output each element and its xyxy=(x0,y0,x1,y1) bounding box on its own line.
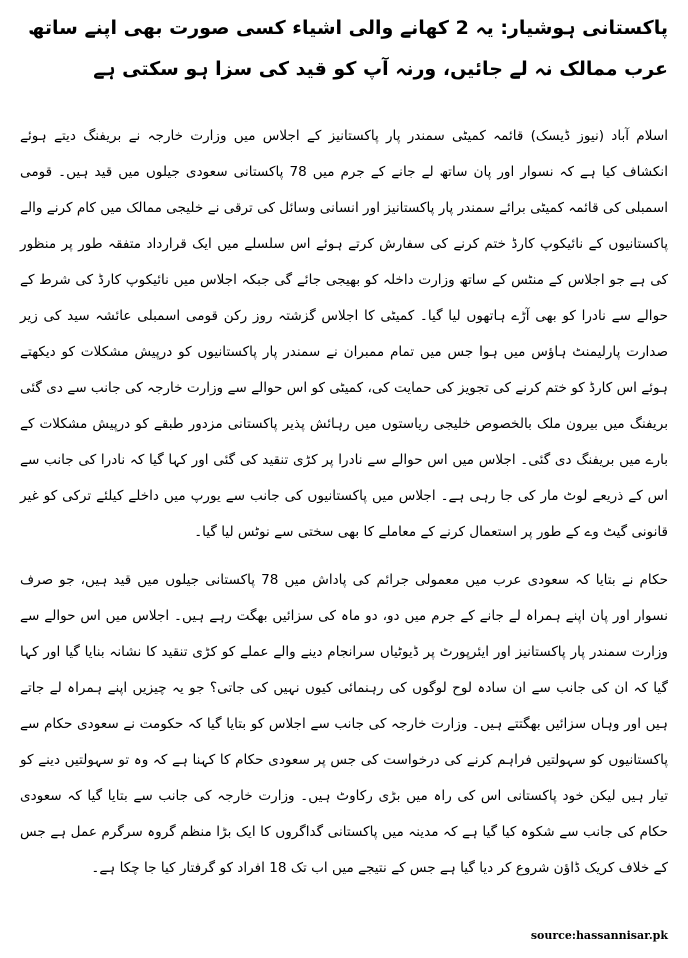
article-headline: پاکستانی ہوشیار: یہ 2 کھانے والی اشیاء کسی صورت بھی اپنے ساتھ عرب ممالک نہ لے جائیں، ورنہ آپ کو قید کی سزا ہو سکتی ہے xyxy=(28,17,668,80)
article-paragraph: حکام نے بتایا کہ سعودی عرب میں معمولی جرائم کی پاداش میں 78 پاکستانی جیلوں میں قید ہیں، جو صرف نسوار اور پان اپنے ہمراہ لے جانے کے جرم میں دو، دو ماہ کی سزائیں بھگت رہے ہیں۔ اجلاس میں اس حوالے سے وزارت سمندر پار پاکستانیز اور ایئرپورٹ پر ڈیوٹیاں سرانجام دینے والے عملے کو کڑی تنقید کا نشانہ بنایا گیا اور کہا گیا کہ ان کی جانب سے ان سادہ لوح لوگوں کی رہنمائی کیوں نہیں کی جاتی؟ جو یہ چیزیں اپنے ہمراہ لے جاتے ہیں اور وہاں سزائیں بھگتتے ہیں۔ وزارت خارجہ کی جانب سے اجلاس کو بتایا گیا کہ حکومت نے سعودی حکام سے پاکستانیوں کو سہولتیں فراہم کرنے کی درخواست کی جس پر سعودی حکام کا کہنا ہے کہ وہ تو سہولتیں دینے کو تیار ہیں لیکن خود پاکستانی اس کی راہ میں بڑی رکاوٹ ہیں۔ وزارت خارجہ کی جانب سے بتایا گیا کہ سعودی حکام کی جانب سے شکوہ کیا گیا ہے کہ مدینہ میں پاکستانی گداگروں کا ایک بڑا منظم گروہ سرگرم عمل ہے جس کے خلاف کریک ڈاؤن شروع کر دیا گیا ہے جس کے نتیجے میں اب تک 18 افراد کو گرفتار کیا جا چکا ہے۔ xyxy=(20,572,668,876)
source-credit: source:hassannisar.pk xyxy=(530,929,668,942)
article-paragraph: اسلام آباد (نیوز ڈیسک) قائمہ کمیٹی سمندر پار پاکستانیز کے اجلاس میں وزارت خارجہ نے بریفنگ دیتے ہوئے انکشاف کیا ہے کہ نسوار اور پان ساتھ لے جانے کے جرم میں 78 پاکستانی سعودی جیلوں میں قید ہیں۔ قومی اسمبلی کی قائمہ کمیٹی برائے سمندر پار پاکستانیز اور انسانی وسائل کی ترقی نے خلیجی ممالک میں کام کرنے والے پاکستانیوں کے نائیکوپ کارڈ ختم کرنے کی سفارش کرتے ہوئے اس سلسلے میں ایک قرارداد متفقہ طور پر منظور کی ہے جو اجلاس کے منٹس کے ساتھ وزارت داخلہ کو بھیجی جائے گی جبکہ اجلاس میں نائیکوپ کارڈ کی شرط کے حوالے سے نادرا کو بھی آڑے ہاتھوں لیا گیا۔ کمیٹی کا اجلاس گزشتہ روز رکن قومی اسمبلی عائشہ سید کی زیر صدارت پارلیمنٹ ہاؤس میں ہوا جس میں تمام ممبران نے سمندر پار پاکستانیوں کو درپیش مشکلات کو دیکھتے ہوئے اس کارڈ کو ختم کرنے کی تجویز کی حمایت کی، کمیٹی کو اس حوالے سے وزارت خارجہ کی جانب سے دی گئی بریفنگ میں بیرون ملک بالخصوص خلیجی ریاستوں میں رہائش پذیر پاکستانی مزدور طبقے کو درپیش مشکلات کے بارے میں بریفنگ دی گئی۔ اجلاس میں اس حوالے سے نادرا پر کڑی تنقید کی گئی اور کہا گیا کہ نادرا کی جانب سے اس کے ذریعے لوٹ مار کی جا رہی ہے۔ اجلاس میں پاکستانیوں کی جانب سے یورپ میں داخلے کیلئے ترکی کو غیر قانونی گیٹ وے کے طور پر استعمال کرنے کے معاملے کا بھی سختی سے نوٹس لیا گیا۔ xyxy=(20,128,668,540)
